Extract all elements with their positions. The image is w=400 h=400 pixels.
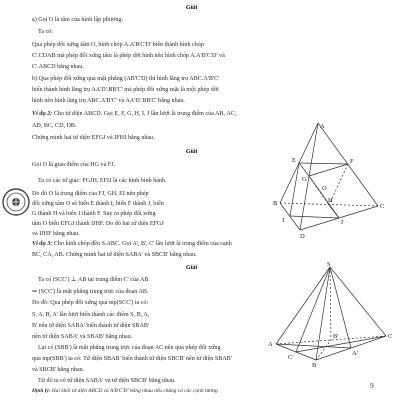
solution-heading-1: Giải xyxy=(186,4,198,11)
text-line: biến thành hình lăng trụ AA'D'.BB'C' mà phép đối xứng mặt là một phép dời xyxy=(32,87,219,93)
text-line: S, A, B, A' lần lượt biến thành các điểm S, B, A, xyxy=(32,312,150,318)
text-line: a) Gọi O là tâm của hình lập phương. xyxy=(32,17,123,23)
label-vertex: I xyxy=(341,219,344,226)
example-3-line: Ví dụ 3: Cho hình chóp đều S.ABC. Gọi A', B', C' lần lượt là trung điểm của cạnh xyxy=(32,241,232,247)
solution-heading-2: Giải xyxy=(186,148,198,155)
pyramid-figure xyxy=(264,262,394,367)
text-line: C'.CDAB mà phép đối xứng tâm là phép dời hình nên hình chóp A.A'B'C'D' và xyxy=(32,53,225,59)
tetrahedron-figure xyxy=(270,118,390,238)
text-line: C'.ABCD bằng nhau. xyxy=(32,64,84,70)
label-vertex: A xyxy=(320,123,325,130)
text-line: Chứng minh hai tứ diện EFGJ và IFHJ bằng nhau. xyxy=(32,135,155,141)
text-line: G thành H và biến J thành F. Suy ra phép đối xứng xyxy=(32,211,156,217)
text-line: Ta có (SCC') ⊥ AB tại trung điểm C' của AB xyxy=(38,277,149,283)
label-vertex: E xyxy=(292,157,296,164)
label-vertex: B xyxy=(312,362,317,367)
label-vertex: B xyxy=(273,200,278,207)
label-vertex: C' xyxy=(288,354,294,361)
text-line: Do đó O là trung điểm của FJ, GH, EI nên phép xyxy=(32,191,149,197)
label-vertex: A xyxy=(268,341,273,348)
example-2-line: Ví dụ 2: Cho tứ diện ABCD. Gọi E, F, G, H, I, J lần lượt là trung điểm của AB, AC, xyxy=(32,111,237,117)
definition-line: Định lý: Hai khối tứ diện ABCD và A'B'C'D' bằng nhau nếu chúng có các cạnh tương xyxy=(32,388,218,394)
page-number: 9 xyxy=(370,381,374,390)
label-vertex: C xyxy=(380,203,385,210)
text-line: và IJHF bằng nhau. xyxy=(32,231,80,237)
label-vertex: B' xyxy=(333,333,339,340)
label-vertex: S xyxy=(327,262,331,268)
definition-label: Định lý: xyxy=(32,388,51,394)
text-line: đối xứng tâm O sẽ biến E thành I, biến F thành J, biến xyxy=(32,201,164,207)
text-line: BC, CA, AB. Chứng minh hai tứ diện SABA' và SBCB' bằng nhau. xyxy=(32,252,197,258)
example-2-label: Ví dụ 2: xyxy=(32,111,53,117)
text-line: Qua phép đối xứng tâm O, hình chóp A.A'B'C'D' biến thành hình chóp xyxy=(32,42,204,48)
text-line: Gọi O là giao điểm của HG và FJ. xyxy=(32,162,116,168)
text-line: Ta có: xyxy=(38,29,53,35)
text-line: tâm O biến EFGJ thành IJHF. Do đó hai tứ diện EFGJ xyxy=(32,221,164,227)
text-line: Ta có các tứ giác: FGJH, EFIJ là các hình bình hành. xyxy=(38,178,167,184)
text-line: Từ đó ta có tứ diện SABA' và tứ diện SBCB' bằng nhau. xyxy=(38,378,176,384)
label-vertex: D xyxy=(300,233,305,238)
text-line: và SBCB' bằng nhau. xyxy=(32,367,85,373)
text-line: AD, BC, CD, DB. xyxy=(32,123,77,129)
label-vertex: A' xyxy=(352,350,358,357)
label-vertex: C xyxy=(388,333,393,340)
example-3-label: Ví dụ 3: xyxy=(32,241,53,247)
text-line: qua mp(SBB') ta có: Tứ diện SBAB' biến thành tứ diện SBCB' nên tứ diện SBAB' xyxy=(32,356,232,362)
text-line: ⇒ (SCC') là mặt phẳng trung trực của đoạn AB. xyxy=(32,289,149,295)
publisher-seal xyxy=(2,188,30,216)
label-vertex: O xyxy=(322,185,327,192)
label-vertex: J xyxy=(282,217,285,224)
label-vertex: G xyxy=(302,176,307,183)
text-line: b) Qua phép đối xứng qua mặt phẳng (AB'C'D) thì hình lăng trụ ABC.A'B'C' xyxy=(32,76,220,82)
text-line: Do đó: Qua phép đối xứng qua mp(SCC') ta có: xyxy=(32,300,149,306)
solution-heading-3: Giải xyxy=(186,264,198,271)
text-line: Lại có (SBB') là mặt phẳng trung trực của đoạn AC nên qua phép đối xứng xyxy=(38,345,221,351)
label-vertex: F xyxy=(350,158,354,165)
text-line: B' nên tứ diện SABA' biến thành tứ diện SBAB' xyxy=(32,323,150,329)
text-line: nên tứ diện SABA' và SBAB' bằng nhau. xyxy=(32,334,133,340)
text-line: hình nên hình lăng trụ ABC.A'B'C' và AA'D'.BB'C' bằng nhau. xyxy=(32,98,185,104)
label-vertex: H xyxy=(328,197,333,204)
